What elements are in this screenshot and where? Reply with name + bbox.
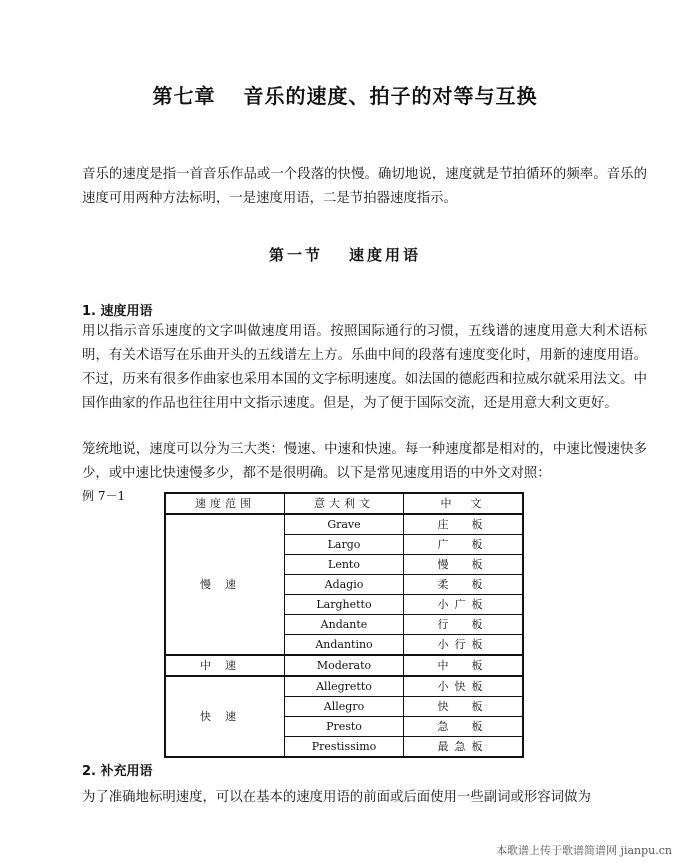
section-number: 第一节 — [268, 246, 323, 264]
table-row — [165, 655, 523, 676]
italian-term-cell: Largo — [285, 535, 404, 555]
chinese-term-cell: 慢 板 — [404, 555, 524, 575]
italian-term-cell: Allegretto — [285, 676, 404, 697]
chinese-term-cell: 快 板 — [404, 697, 524, 717]
italian-term-cell: Prestissimo — [285, 737, 404, 758]
italian-term-cell: Lento — [285, 555, 404, 575]
section-name: 速度用语 — [349, 246, 422, 264]
italian-term-cell: Moderato — [285, 655, 404, 676]
chinese-term-cell: 庄 板 — [404, 514, 524, 535]
italian-term-cell: Andante — [285, 615, 404, 635]
tempo-table — [164, 492, 524, 758]
header-chinese: 中 文 — [404, 493, 524, 514]
paragraph-3: 为了准确地标明速度，可以在基本的速度用语的前面或后面使用一些副词或形容词做为 — [82, 790, 591, 805]
chinese-term-cell: 广 板 — [404, 535, 524, 555]
italian-term-cell: Grave — [285, 514, 404, 535]
section-title — [0, 244, 690, 265]
chinese-term-cell: 柔 板 — [404, 575, 524, 595]
table-row — [165, 676, 523, 697]
chinese-term-cell: 行 板 — [404, 615, 524, 635]
table-row — [165, 514, 523, 535]
italian-term-cell: Adagio — [285, 575, 404, 595]
range-cell: 慢速 — [165, 514, 285, 655]
range-cell: 快速 — [165, 676, 285, 757]
example-label: 例 7－1 — [82, 489, 126, 503]
chinese-term-cell: 最急板 — [404, 737, 524, 758]
chinese-term-cell: 中 板 — [404, 655, 524, 676]
italian-term-cell: Allegro — [285, 697, 404, 717]
subheading-1: 1. 速度用语 — [82, 304, 153, 319]
chinese-term-cell: 小广板 — [404, 595, 524, 615]
chinese-term-cell: 小快板 — [404, 676, 524, 697]
chinese-term-cell: 小行板 — [404, 635, 524, 656]
italian-term-cell: Andantino — [285, 635, 404, 656]
paragraph-1: 用以指示音乐速度的文字叫做速度用语。按照国际通行的习惯，五线谱的速度用意大利术语标明，有关术语写在乐曲开头的五线谱左上方。乐曲中间的段落有速度变化时，用新的速度用语。不过，历来有很多作曲家也采用本国的文字标明速度。如法国的德彪西和拉威尔就采用法文。中国作曲家的作品也往往用中文指示速度。但是，为了便于国际交流，还是用意大利文更好。 — [82, 324, 647, 411]
chinese-term-cell: 急 板 — [404, 717, 524, 737]
chapter-name: 音乐的速度、拍子的对等与互换 — [243, 84, 538, 108]
intro-paragraph: 音乐的速度是指一首音乐作品或一个段落的快慢。确切地说，速度就是节拍循环的频率。音乐的速度可用两种方法标明，一是速度用语，二是节拍器速度指示。 — [82, 167, 647, 206]
header-range: 速度范围 — [165, 493, 285, 514]
header-italian: 意大利文 — [285, 493, 404, 514]
italian-term-cell: Larghetto — [285, 595, 404, 615]
subheading-2: 2. 补充用语 — [82, 764, 153, 779]
chapter-title — [0, 80, 690, 109]
italian-term-cell: Presto — [285, 717, 404, 737]
footer-watermark: 本歌谱上传于歌谱简谱网 jianpu.cn — [496, 844, 672, 857]
chapter-number: 第七章 — [152, 84, 216, 108]
range-cell: 中速 — [165, 655, 285, 676]
paragraph-2: 笼统地说，速度可以分为三大类：慢速、中速和快速。每一种速度都是相对的，中速比慢速快多少，或中速比快速慢多少，都不是很明确。以下是常见速度用语的中外文对照： — [82, 442, 647, 481]
table-header-row — [165, 493, 523, 514]
